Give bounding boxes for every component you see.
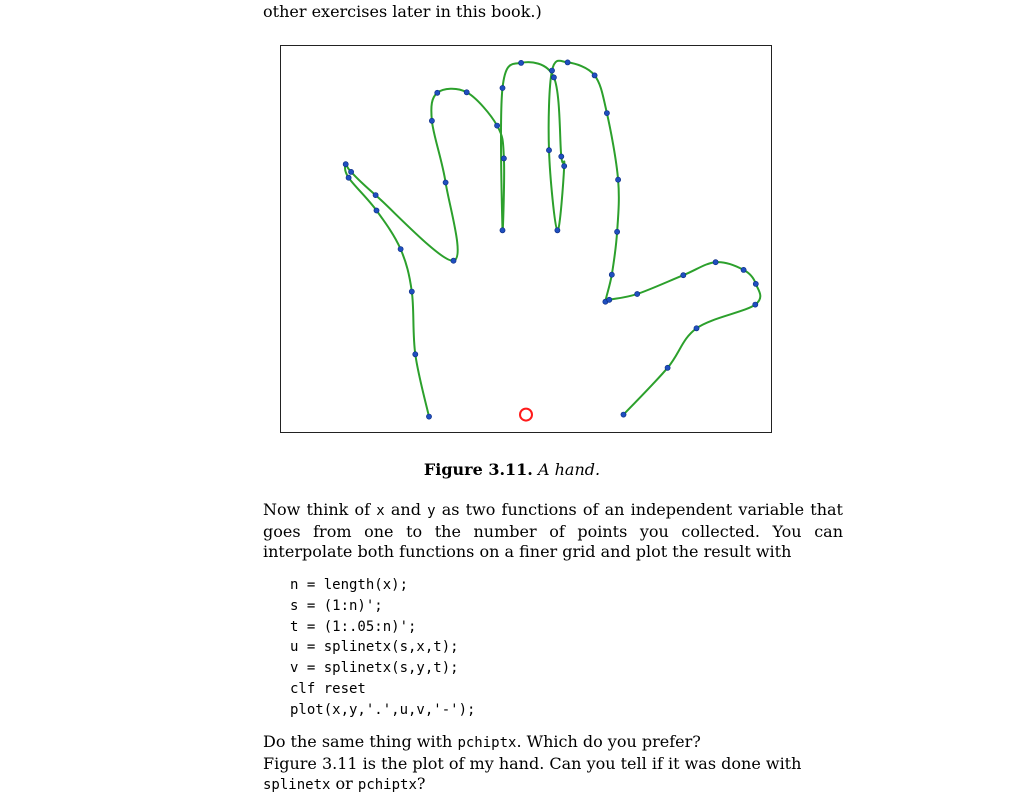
data-point xyxy=(413,352,418,357)
data-point xyxy=(409,289,414,294)
paragraph-interpolation xyxy=(263,500,843,563)
figure-caption xyxy=(0,460,1024,481)
data-point xyxy=(435,90,440,95)
data-point xyxy=(349,169,354,174)
figure-plot xyxy=(280,45,772,433)
data-point xyxy=(615,229,620,234)
top-text: other exercises later in this book.) xyxy=(263,2,542,21)
data-point xyxy=(562,164,567,169)
data-point xyxy=(565,60,570,65)
data-point xyxy=(443,180,448,185)
data-point xyxy=(346,175,351,180)
data-point xyxy=(546,148,551,153)
question-line-1: Do the same thing with pchiptx. Which do you prefer? xyxy=(263,732,701,751)
code-line: t = (1:.05:n)'; xyxy=(290,618,417,635)
data-point xyxy=(464,90,469,95)
data-point xyxy=(665,365,670,370)
data-point xyxy=(501,156,506,161)
data-point xyxy=(616,177,621,182)
code-line: clf reset xyxy=(290,680,366,697)
code-line: s = (1:n)'; xyxy=(290,597,383,614)
paragraph-question xyxy=(263,732,843,796)
data-point xyxy=(374,208,379,213)
hand-plot-svg xyxy=(281,46,771,432)
data-point xyxy=(741,267,746,272)
data-point xyxy=(604,111,609,116)
figure-label: Figure 3.11. xyxy=(423,460,533,479)
data-point xyxy=(549,68,554,73)
data-point xyxy=(681,273,686,278)
data-point xyxy=(555,228,560,233)
data-point xyxy=(694,326,699,331)
data-point xyxy=(609,272,614,277)
data-point xyxy=(398,247,403,252)
data-point xyxy=(343,162,348,167)
data-point xyxy=(519,60,524,65)
hand-spline-curve xyxy=(345,61,760,417)
data-point xyxy=(753,302,758,307)
data-point xyxy=(753,281,758,286)
origin-marker xyxy=(520,409,532,421)
code-block xyxy=(290,575,475,721)
paragraph-interpolation-text: Now think of x and y as two functions of an independent variable that goes from one to the number of points you collected. You can interpolate both functions on a finer grid and plot the result with xyxy=(263,500,843,562)
code-line: plot(x,y,'.',u,v,'-'); xyxy=(290,701,476,718)
data-point xyxy=(426,414,431,419)
question-line-2: Figure 3.11 is the plot of my hand. Can you tell if it was done with splinetx or pchiptx? xyxy=(263,753,802,794)
data-point xyxy=(635,291,640,296)
code-line: v = splinetx(s,y,t); xyxy=(290,660,459,677)
data-point xyxy=(429,118,434,123)
code-line: n = length(x); xyxy=(290,577,409,593)
data-point xyxy=(559,154,564,159)
code-line: u = splinetx(s,x,t); xyxy=(290,639,459,656)
data-point xyxy=(500,228,505,233)
data-point xyxy=(495,123,500,128)
data-point xyxy=(451,258,456,263)
data-point xyxy=(500,85,505,90)
data-point xyxy=(621,412,626,417)
data-point xyxy=(607,297,612,302)
data-point xyxy=(592,73,597,78)
data-point xyxy=(713,260,718,265)
data-point xyxy=(373,193,378,198)
data-point xyxy=(551,75,556,80)
figure-title: A hand. xyxy=(537,460,601,479)
